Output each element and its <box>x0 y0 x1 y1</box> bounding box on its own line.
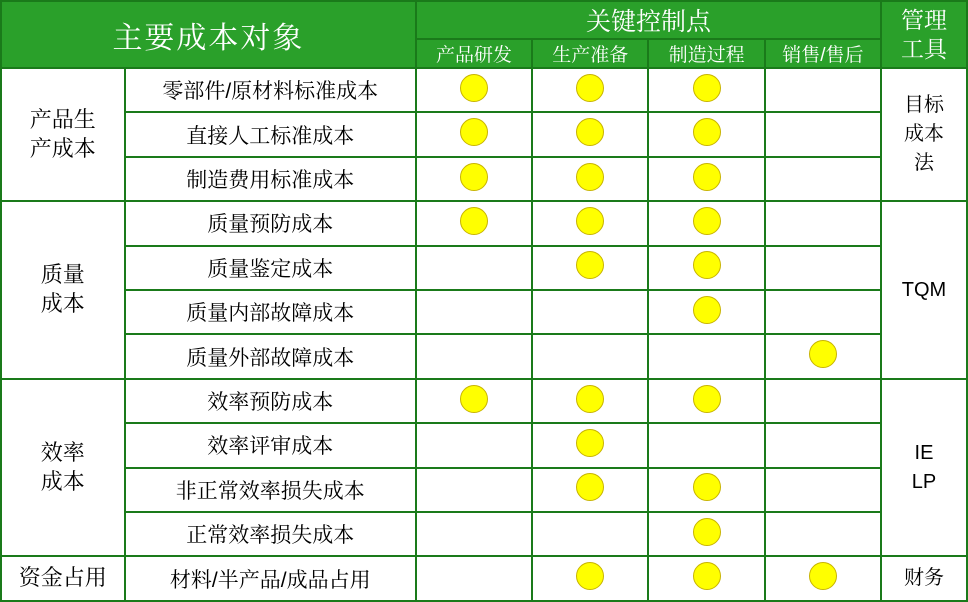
mark-cell <box>416 68 532 112</box>
mark-cell <box>648 157 764 201</box>
mark-cell <box>648 556 764 601</box>
mark-cell <box>765 246 881 290</box>
mark-cell <box>532 334 648 378</box>
item-label: 材料/半产品/成品占用 <box>125 556 416 601</box>
mark-cell <box>648 68 764 112</box>
mark-cell <box>416 512 532 556</box>
header-control-point-2: 制造过程 <box>648 39 764 68</box>
group-label-3-line-0: 资金占用 <box>18 565 107 591</box>
dot-icon <box>809 340 837 368</box>
mark-cell <box>765 334 881 378</box>
mark-cell <box>765 556 881 601</box>
mark-cell <box>765 201 881 245</box>
tool-label-3 <box>881 556 967 601</box>
mark-cell <box>532 112 648 156</box>
item-label: 质量内部故障成本 <box>125 290 416 334</box>
group-label-1 <box>1 201 125 379</box>
dot-icon <box>460 118 488 146</box>
item-label: 制造费用标准成本 <box>125 157 416 201</box>
table-row <box>1 290 967 334</box>
tool-label-3-line-0: 财务 <box>904 567 944 590</box>
table-row <box>1 246 967 290</box>
table-row <box>1 423 967 467</box>
dot-icon <box>809 562 837 590</box>
dot-icon <box>460 207 488 235</box>
dot-icon <box>693 518 721 546</box>
tool-label-0-line-2: 法 <box>914 152 934 175</box>
mark-cell <box>765 157 881 201</box>
header-management-tools <box>881 1 967 68</box>
group-label-3 <box>1 556 125 601</box>
item-label: 非正常效率损失成本 <box>125 468 416 512</box>
mark-cell <box>416 556 532 601</box>
mark-cell <box>532 468 648 512</box>
dot-icon <box>460 74 488 102</box>
header-tools-line2: 工具 <box>901 35 947 62</box>
dot-icon <box>693 473 721 501</box>
table-row <box>1 512 967 556</box>
dot-icon <box>460 385 488 413</box>
item-label: 质量预防成本 <box>125 201 416 245</box>
mark-cell <box>532 379 648 423</box>
dot-icon <box>576 385 604 413</box>
dot-icon <box>576 118 604 146</box>
tool-label-2 <box>881 379 967 557</box>
dot-icon <box>693 163 721 191</box>
table-row <box>1 201 967 245</box>
group-label-2-line-0: 效率 <box>40 440 85 466</box>
table-row <box>1 556 967 601</box>
dot-icon <box>576 429 604 457</box>
table-row <box>1 68 967 112</box>
mark-cell <box>648 246 764 290</box>
mark-cell <box>532 423 648 467</box>
mark-cell <box>765 468 881 512</box>
mark-cell <box>765 68 881 112</box>
dot-icon <box>576 163 604 191</box>
mark-cell <box>416 246 532 290</box>
mark-cell <box>532 68 648 112</box>
mark-cell <box>416 468 532 512</box>
mark-cell <box>532 556 648 601</box>
dot-icon <box>576 251 604 279</box>
table-row <box>1 334 967 378</box>
item-label: 直接人工标准成本 <box>125 112 416 156</box>
mark-cell <box>416 157 532 201</box>
group-label-0-line-1: 产成本 <box>29 135 96 161</box>
mark-cell <box>416 201 532 245</box>
group-label-0-line-0: 产品生 <box>29 107 96 133</box>
header-control-point-0: 产品研发 <box>416 39 532 68</box>
table-row <box>1 157 967 201</box>
group-label-1-line-1: 成本 <box>40 291 85 317</box>
mark-cell <box>532 157 648 201</box>
mark-cell <box>416 423 532 467</box>
item-label: 效率预防成本 <box>125 379 416 423</box>
group-label-2-line-1: 成本 <box>40 468 85 494</box>
table-row <box>1 468 967 512</box>
table-row <box>1 112 967 156</box>
mark-cell <box>416 334 532 378</box>
item-label: 正常效率损失成本 <box>125 512 416 556</box>
group-label-0 <box>1 68 125 201</box>
mark-cell <box>765 290 881 334</box>
group-label-1-line-0: 质量 <box>40 262 85 288</box>
mark-cell <box>765 512 881 556</box>
mark-cell <box>648 468 764 512</box>
mark-cell <box>765 112 881 156</box>
mark-cell <box>532 512 648 556</box>
item-label: 质量外部故障成本 <box>125 334 416 378</box>
dot-icon <box>693 562 721 590</box>
mark-cell <box>648 334 764 378</box>
header-cost-objects: 主要成本对象 <box>1 1 416 68</box>
dot-icon <box>693 385 721 413</box>
dot-icon <box>693 207 721 235</box>
dot-icon <box>576 473 604 501</box>
dot-icon <box>693 118 721 146</box>
header-row-top <box>1 1 967 39</box>
mark-cell <box>648 512 764 556</box>
mark-cell <box>648 201 764 245</box>
tool-label-1 <box>881 201 967 379</box>
header-control-point-1: 生产准备 <box>532 39 648 68</box>
dot-icon <box>693 296 721 324</box>
dot-icon <box>693 74 721 102</box>
item-label: 质量鉴定成本 <box>125 246 416 290</box>
header-tools-line1: 管理 <box>901 6 947 33</box>
mark-cell <box>648 112 764 156</box>
table-body <box>1 68 967 601</box>
dot-icon <box>460 163 488 191</box>
item-label: 零部件/原材料标准成本 <box>125 68 416 112</box>
mark-cell <box>648 379 764 423</box>
header-control-points: 关键控制点 <box>416 1 881 39</box>
tool-label-2-line-0: IE <box>914 441 934 464</box>
mark-cell <box>765 379 881 423</box>
mark-cell <box>765 423 881 467</box>
mark-cell <box>532 246 648 290</box>
mark-cell <box>648 290 764 334</box>
tool-label-2-line-1: LP <box>911 470 937 493</box>
table-header <box>1 1 967 68</box>
mark-cell <box>648 423 764 467</box>
tool-label-0-line-1: 成本 <box>904 123 944 146</box>
mark-cell <box>416 112 532 156</box>
dot-icon <box>693 251 721 279</box>
group-label-2 <box>1 379 125 557</box>
header-control-point-3: 销售/售后 <box>765 39 881 68</box>
dot-icon <box>576 562 604 590</box>
tool-label-1-line-0: TQM <box>901 278 947 301</box>
item-label: 效率评审成本 <box>125 423 416 467</box>
tool-label-0 <box>881 68 967 201</box>
table-row <box>1 379 967 423</box>
dot-icon <box>576 74 604 102</box>
mark-cell <box>532 290 648 334</box>
tool-label-0-line-0: 目标 <box>904 94 944 117</box>
dot-icon <box>576 207 604 235</box>
mark-cell <box>532 201 648 245</box>
mark-cell <box>416 290 532 334</box>
mark-cell <box>416 379 532 423</box>
